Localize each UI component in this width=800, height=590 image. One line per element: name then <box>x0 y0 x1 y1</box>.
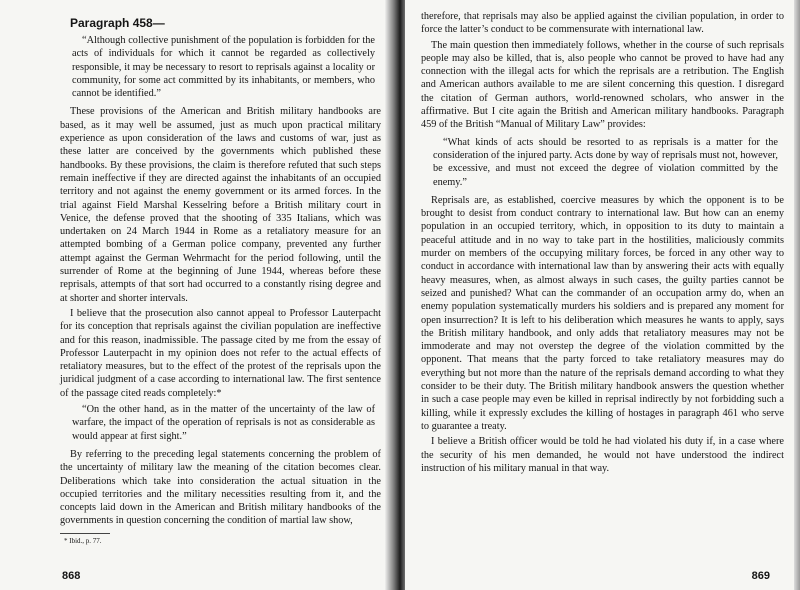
body-paragraph: Reprisals are, as established, coercive measures by which the opponent is to be brought to desist from conduct contrary to international law. But how can an enemy population in an occupied territory, which, in opposition to its duty to maintain a peaceful attitude and in no way to take part in the hostilities, maliciously commits murder on members of the occupying military forces, be forced in any other way to conduct in accordance with international law than by answering their acts with equally heavy measures, when, as almost always in such cases, the guilty parties cannot be seized and punished? What can the commander of an occupation army do, when an enemy population systematically murders his soldiers and is prepared any moment for open insurrection? It is left to his deliberation which measures he wants to apply, says the British military handbook, and only adds that retaliatory measures may not be immoderate and may not overstep the degree of the violation committed by the opponent. That means that the party forced to take retaliatory measures may do everything but not more than the nature of the reprisals demand according to what they consider to be their duty. The British military handbook answers the question whether in such a case people may even be killed in reprisal indirectly by not forbidding such a killing, while it expressly excludes the killing of hostages in paragraph 461 who serve to guarantee a treaty. <box>421 194 784 432</box>
block-quote: “On the other hand, as in the matter of the uncertainty of the law of warfare, the impact of the operation of reprisals is not as considerable as would appear at first sight.” <box>72 404 375 442</box>
body-paragraph: I believe a British officer would be told he had violated his duty if, in a case where the security of his men demanded, he would not have understood the indirect instruction of his military manual in that way. <box>421 436 784 474</box>
body-paragraph: The main question then immediately follows, whether in the course of such reprisals people may also be killed, that is, also people who cannot be proved to have had any connection with the illegal acts for which the reprisals are a retribution. The English and American authors available to me are silent concerning this question. I disregard the citation of German authors, world-renowned scholars, who answer in the affirmative. But I cite again the British and American military handbooks. Paragraph 459 of the British “Manual of Military Law” provides: <box>421 39 784 131</box>
left-page <box>0 0 395 590</box>
footnote: * Ibid., p. 77. <box>64 536 102 545</box>
page-number: 869 <box>751 570 770 582</box>
body-paragraph: By referring to the preceding legal statements concerning the problem of the uncertainty of military law the meaning of the citation becomes clear. Deliberations which take into consideration the actual situation in the occupied territories and the military necessities resulting from it, and the concepts laid down in the American and British military handbooks of the governments in question concerning the condition of martial law show, <box>60 448 381 527</box>
page-edge <box>794 0 800 590</box>
body-paragraph: I believe that the prosecution also cannot appeal to Professor Lauterpacht for its conception that reprisals against the civilian population are ineffective and for this reason, inadmissible. The passage cited by me from the essay of Professor Lauterpacht in my opinion does not refer to the actual effects of retaliatory measures, but to the effect of the protest of the reprisals upon the juridical judgment of a case according to international law. The first sentence of the passage cited reads completely:* <box>60 307 381 399</box>
paragraph-header: Paragraph 458— <box>70 16 165 30</box>
right-page <box>405 0 800 590</box>
body-paragraph: therefore, that reprisals may also be applied against the civilian population, in order to force the latter’s conduct to be commensurate with international law. <box>421 11 784 36</box>
footnote-divider <box>60 533 110 534</box>
block-quote: “What kinds of acts should be resorted to as reprisals is a matter for the consideration of the injured party. Acts done by way of reprisals must not, however, be excessive, and must not exceed the degree of violation committed by the enemy.” <box>433 136 778 188</box>
page-number: 868 <box>62 570 81 582</box>
body-paragraph: These provisions of the American and British military handbooks are based, as it may well be assumed, just as much upon practical military experience as upon consideration of the laws and customs of war, just as these latter are conceived by the governments which published these handbooks. By these provisions, the claim is therefore refuted that such steps remain ineffective if they are directed against the inhabitants of an occupied territory and not against the enemy government or its armed forces. In the trial against Field Marshal Kesselring before a British military court in Venice, the defense proved that the shooting of 335 Italians, which was undertaken on 24 March 1944 in Rome as a retaliatory measure for an attempted bombing of a German police company, prevented any further attempt against the German Wehrmacht for the period following, until the surrender of Rome at the beginning of June 1944, whereas before these reprisals, attempts of that sort had occurred to a constantly rising degree and at shorter and shorter intervals. <box>60 106 381 304</box>
block-quote: “Although collective punishment of the population is forbidden for the acts of individuals for which it cannot be regarded as collectively responsible, it may be necessary to resort to reprisals against a locality or community, for some act committed by its inhabitants, or members, who cannot be identified.” <box>72 35 375 100</box>
